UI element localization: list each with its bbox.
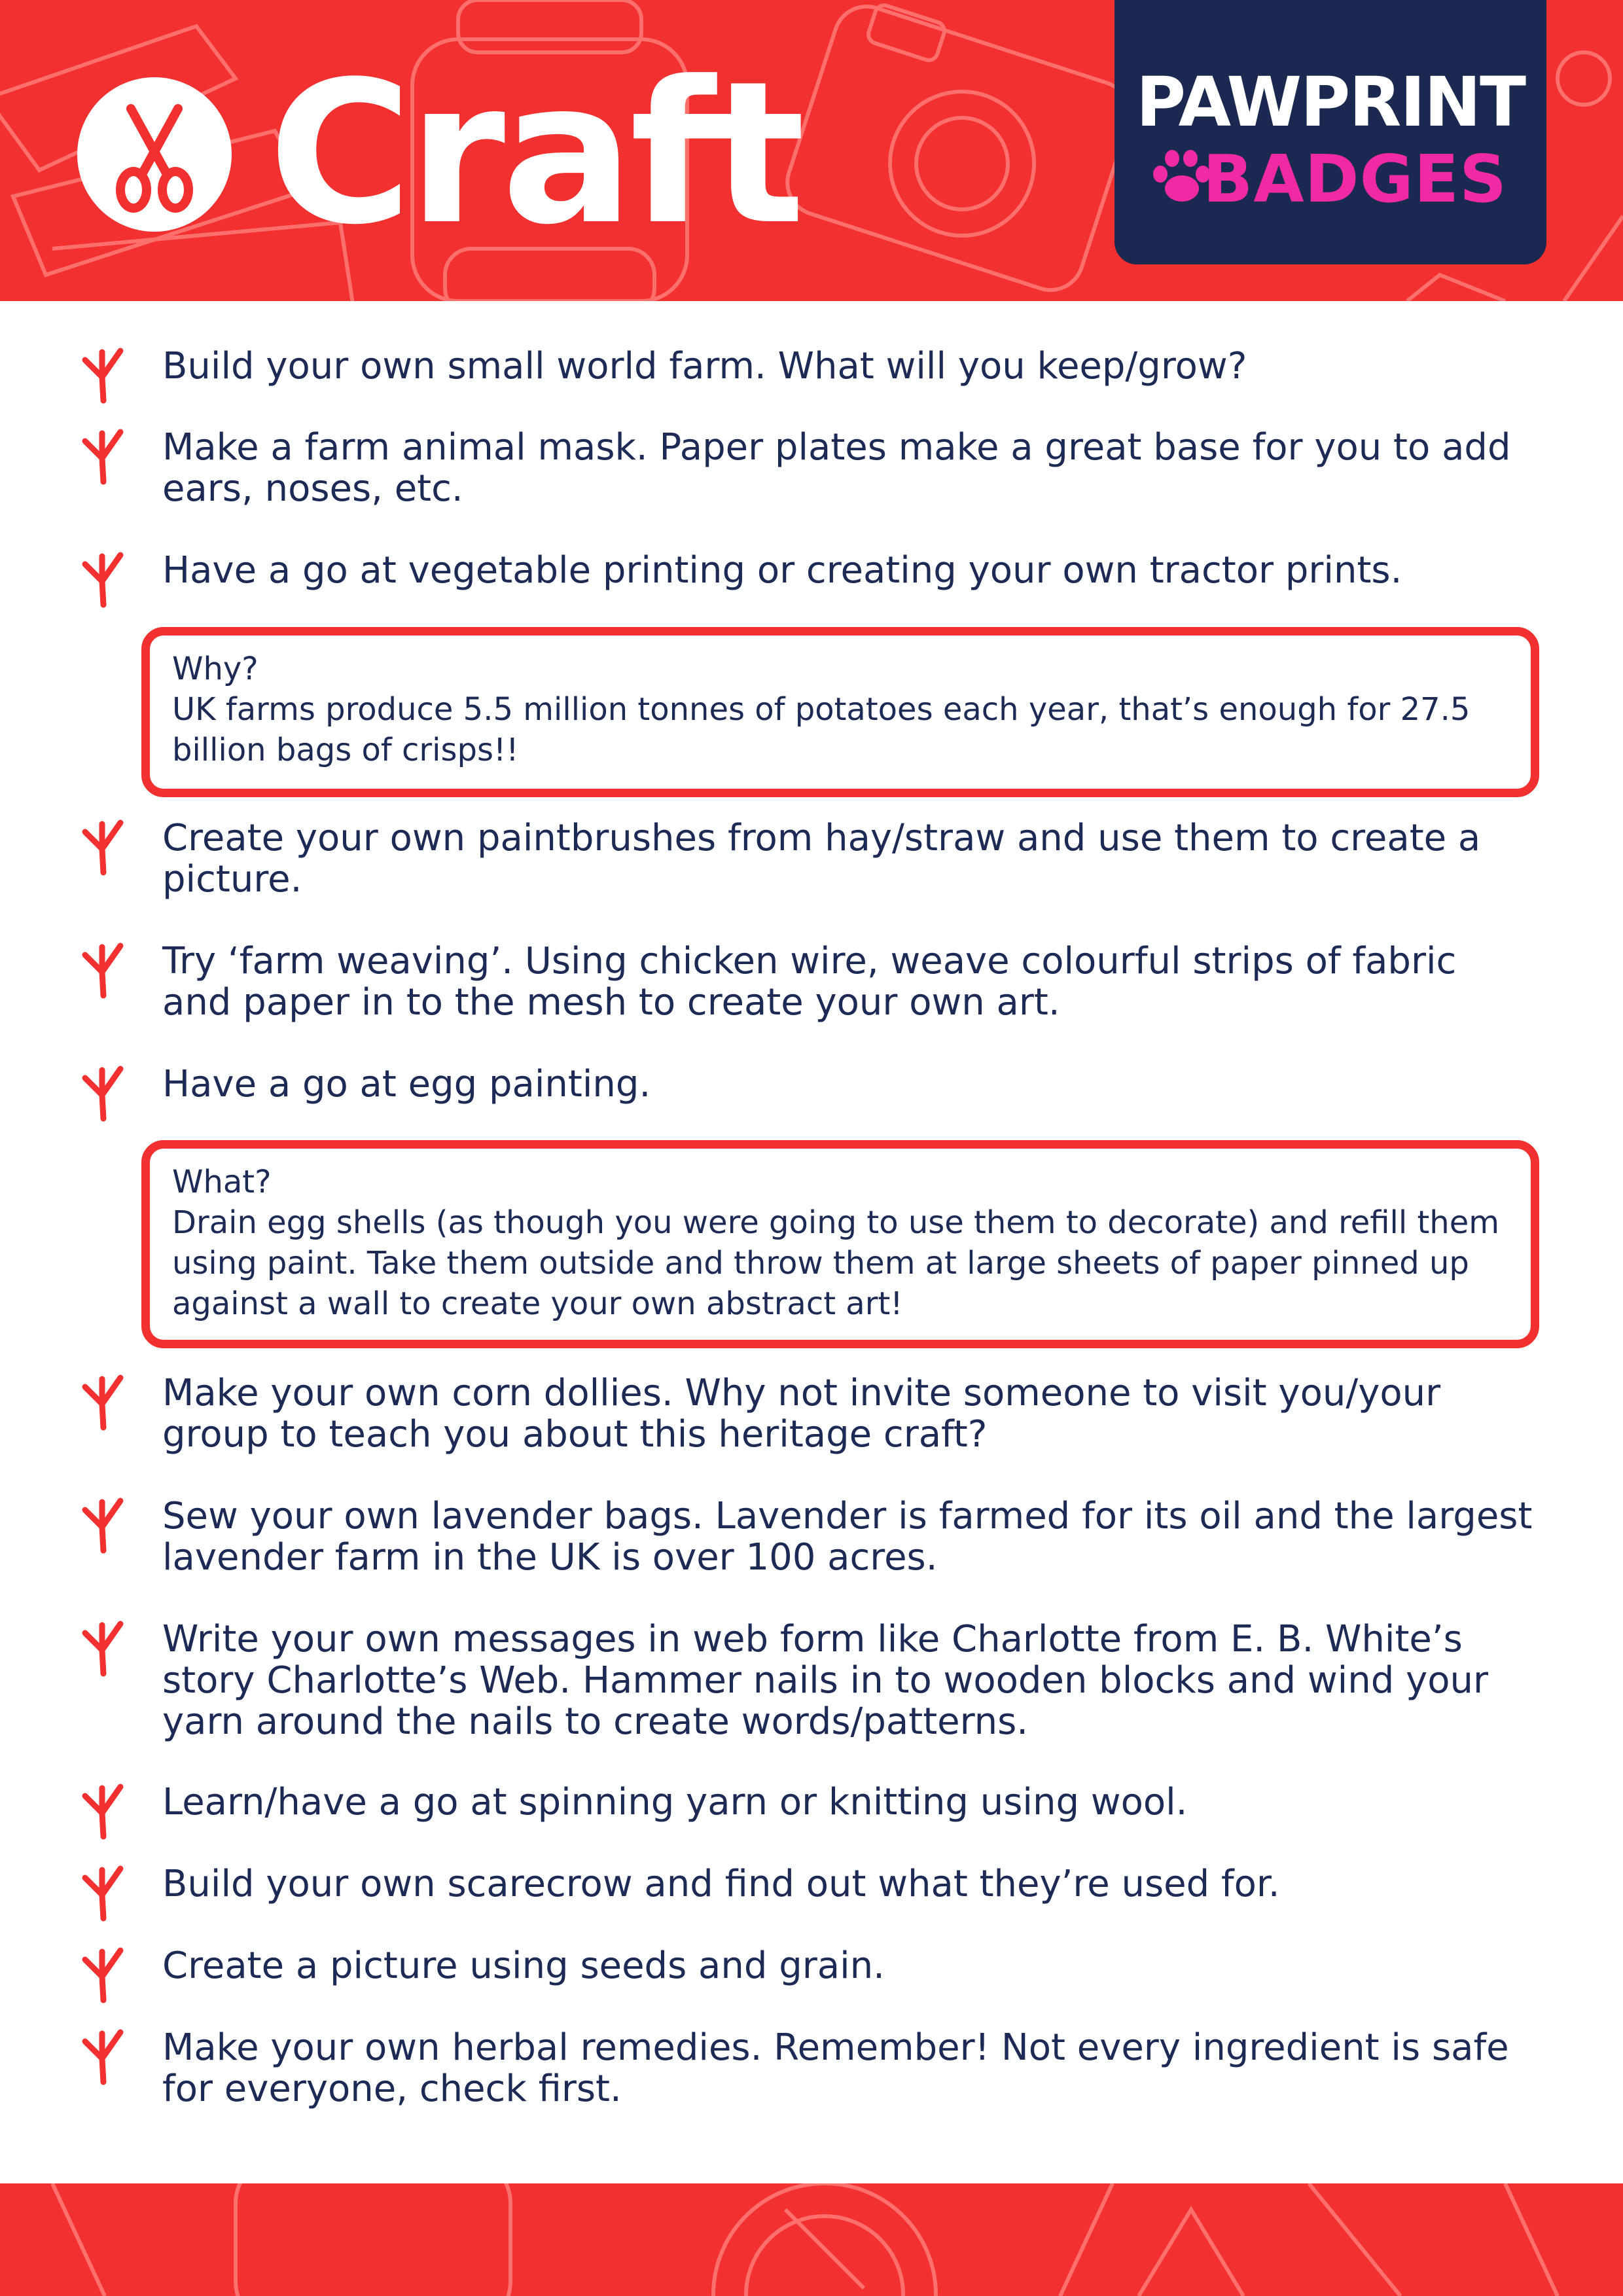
footer-decoration-icon <box>0 2183 1623 2296</box>
scissors-badge <box>77 77 232 232</box>
fact-title: What? <box>172 1164 272 1200</box>
item-text: Build your own small world farm. What will you keep/grow? <box>162 345 1247 387</box>
item-text: Create a picture using seeds and grain. <box>162 1945 885 1987</box>
scissors-icon <box>77 77 232 232</box>
item-text: Write your own messages in web form like Charlotte from E. B. White’s story Charlotte’s Web. Hammer nails in to wooden blocks and wind your yarn around the nails to create words/patterns. <box>162 1618 1488 1743</box>
footer-banner <box>0 2183 1623 2296</box>
pawprint-badges-logo <box>1115 0 1546 264</box>
fact-box-what <box>141 1140 1539 1348</box>
footprint-bullet-icon <box>77 346 130 404</box>
footprint-bullet-icon <box>77 1945 130 2004</box>
footprint-bullet-icon <box>77 1496 130 1554</box>
footprint-bullet-icon <box>77 1782 130 1840</box>
logo-text-badges: BADGES <box>1203 141 1508 217</box>
item-text: Have a go at egg painting. <box>162 1063 651 1105</box>
fact-box-why <box>141 627 1539 797</box>
footprint-bullet-icon <box>77 817 130 876</box>
item-text: Make your own herbal remedies. Remember! Not every ingredient is safe for everyone, check first. <box>162 2026 1509 2110</box>
fact-title: Why? <box>172 651 259 687</box>
logo-text-pawprint: PAWPRINT <box>1135 62 1525 142</box>
item-text: Learn/have a go at spinning yarn or knitting using wool. <box>162 1781 1188 1823</box>
footprint-bullet-icon <box>77 1863 130 1922</box>
fact-body: Drain egg shells (as though you were going to use them to decorate) and refill them using paint. Take them outside and throw them at large sheets of paper pinned up against a wall to create your own abstract art! <box>172 1204 1499 1322</box>
page-title: Craft <box>268 39 802 268</box>
fact-body: UK farms produce 5.5 million tonnes of potatoes each year, that’s enough for 27.5 billion bags of crisps!! <box>172 691 1471 768</box>
item-text: Build your own scarecrow and find out what they’re used for. <box>162 1863 1280 1905</box>
item-text: Make a farm animal mask. Paper plates make a great base for you to add ears, noses, etc. <box>162 426 1511 510</box>
paw-print-icon <box>1151 149 1210 206</box>
footprint-bullet-icon <box>77 2027 130 2086</box>
item-text: Make your own corn dollies. Why not invite someone to visit you/your group to teach you about this heritage craft? <box>162 1372 1441 1456</box>
item-text: Create your own paintbrushes from hay/straw and use them to create a picture. <box>162 817 1481 901</box>
item-text: Sew your own lavender bags. Lavender is farmed for its oil and the largest lavender farm in the UK is over 100 acres. <box>162 1495 1533 1579</box>
footprint-bullet-icon <box>77 1619 130 1677</box>
footprint-bullet-icon <box>77 427 130 486</box>
item-text: Try ‘farm weaving’. Using chicken wire, weave colourful strips of fabric and paper in to the mesh to create your own art. <box>162 940 1457 1024</box>
footprint-bullet-icon <box>77 1372 130 1431</box>
item-text: Have a go at vegetable printing or creating your own tractor prints. <box>162 549 1402 592</box>
footprint-bullet-icon <box>77 550 130 609</box>
footprint-bullet-icon <box>77 1064 130 1122</box>
footprint-bullet-icon <box>77 941 130 999</box>
header-banner <box>0 0 1623 301</box>
